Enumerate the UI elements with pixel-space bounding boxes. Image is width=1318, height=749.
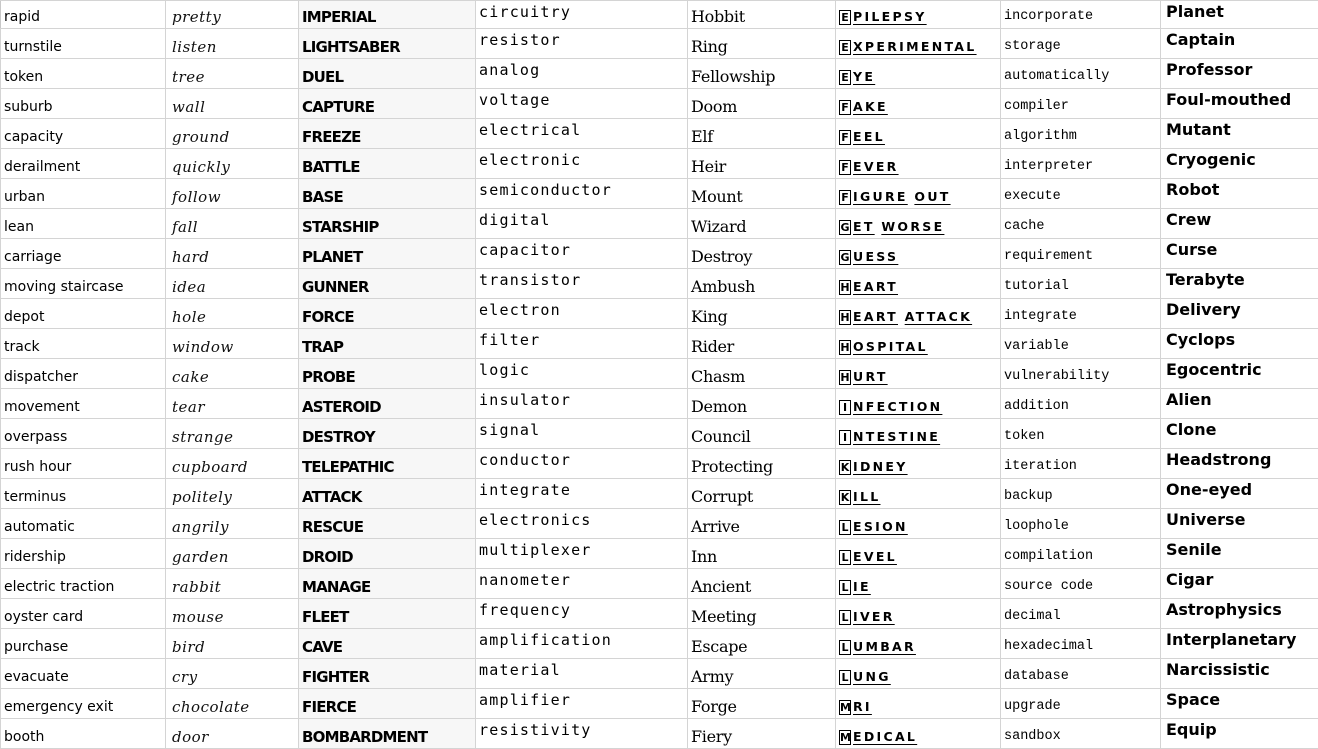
table-row [1,59,1318,89]
cell-programming-word[interactable]: vulnerability [1001,359,1161,389]
cell-medical-word[interactable]: L ESION [836,509,1001,539]
cell-starwars-word[interactable]: ATTACK [299,479,476,509]
cell-medical-word[interactable]: M RI [836,689,1001,719]
cell-handwritten-word[interactable]: fall [166,209,299,239]
cell-fantasy-word[interactable]: King [688,299,836,329]
cell-fantasy-word[interactable]: Ancient [688,569,836,599]
table-row [1,239,1318,269]
table-row [1,389,1318,419]
cell-starwars-word[interactable]: BASE [299,179,476,209]
cell-handwritten-word[interactable]: cake [166,359,299,389]
table-row [1,419,1318,449]
table-row [1,29,1318,59]
cell-electronics-word[interactable]: signal [476,419,688,449]
cell-electronics-word[interactable]: integrate [476,479,688,509]
cell-starwars-word[interactable]: TRAP [299,329,476,359]
cell-electronics-word[interactable]: resistivity [476,719,688,749]
cell-electronics-word[interactable]: nanometer [476,569,688,599]
cell-scifi-word[interactable]: Robot [1161,179,1318,209]
cell-medical-word[interactable]: L UNG [836,659,1001,689]
cell-medical-word[interactable]: F EVER [836,149,1001,179]
cell-handwritten-word[interactable]: tear [166,389,299,419]
cell-transport-word[interactable]: overpass [1,419,166,449]
cell-fantasy-word[interactable]: Elf [688,119,836,149]
cell-starwars-word[interactable]: CAVE [299,629,476,659]
cell-scifi-word[interactable]: Cyclops [1161,329,1318,359]
table-row [1,509,1318,539]
cell-starwars-word[interactable]: ASTEROID [299,389,476,419]
cell-scifi-word[interactable]: Cryogenic [1161,149,1318,179]
cell-scifi-word[interactable]: Egocentric [1161,359,1318,389]
cell-medical-word[interactable]: L EVEL [836,539,1001,569]
cell-programming-word[interactable]: compiler [1001,89,1161,119]
cell-starwars-word[interactable]: FIGHTER [299,659,476,689]
cell-medical-word[interactable]: E XPERIMENTAL [836,29,1001,59]
cell-starwars-word[interactable]: RESCUE [299,509,476,539]
table-row [1,629,1318,659]
cell-electronics-word[interactable]: conductor [476,449,688,479]
cell-electronics-word[interactable]: voltage [476,89,688,119]
cell-transport-word[interactable]: terminus [1,479,166,509]
cell-transport-word[interactable]: ridership [1,539,166,569]
cell-handwritten-word[interactable]: strange [166,419,299,449]
cell-transport-word[interactable]: token [1,59,166,89]
cell-transport-word[interactable]: electric traction [1,569,166,599]
spreadsheet-rows [1,1,1318,749]
cell-scifi-word[interactable]: Mutant [1161,119,1318,149]
cell-electronics-word[interactable]: filter [476,329,688,359]
cell-starwars-word[interactable]: TELEPATHIC [299,449,476,479]
cell-scifi-word[interactable]: Planet [1161,1,1318,29]
cell-programming-word[interactable]: database [1001,659,1161,689]
table-row [1,569,1318,599]
cell-scifi-word[interactable]: One-eyed [1161,479,1318,509]
cell-programming-word[interactable]: source code [1001,569,1161,599]
cell-transport-word[interactable]: oyster card [1,599,166,629]
cell-electronics-word[interactable]: transistor [476,269,688,299]
cell-fantasy-word[interactable]: Doom [688,89,836,119]
cell-medical-word[interactable]: H URT [836,359,1001,389]
cell-programming-word[interactable]: tutorial [1001,269,1161,299]
cell-transport-word[interactable]: emergency exit [1,689,166,719]
cell-fantasy-word[interactable]: Destroy [688,239,836,269]
table-row [1,89,1318,119]
cell-electronics-word[interactable]: analog [476,59,688,89]
cell-medical-word[interactable]: L UMBAR [836,629,1001,659]
cell-medical-word[interactable]: G ET WORSE [836,209,1001,239]
cell-handwritten-word[interactable]: bird [166,629,299,659]
cell-programming-word[interactable]: execute [1001,179,1161,209]
cell-scifi-word[interactable]: Alien [1161,389,1318,419]
table-row [1,329,1318,359]
cell-electronics-word[interactable]: amplification [476,629,688,659]
cell-medical-word[interactable]: G UESS [836,239,1001,269]
cell-scifi-word[interactable]: Foul-mouthed [1161,89,1318,119]
cell-transport-word[interactable]: suburb [1,89,166,119]
cell-programming-word[interactable]: integrate [1001,299,1161,329]
cell-transport-word[interactable]: lean [1,209,166,239]
cell-transport-word[interactable]: carriage [1,239,166,269]
table-row [1,449,1318,479]
table-row [1,209,1318,239]
cell-transport-word[interactable]: rush hour [1,449,166,479]
cell-scifi-word[interactable]: Space [1161,689,1318,719]
cell-programming-word[interactable]: decimal [1001,599,1161,629]
cell-electronics-word[interactable]: electrical [476,119,688,149]
cell-fantasy-word[interactable]: Fellowship [688,59,836,89]
cell-programming-word[interactable]: compilation [1001,539,1161,569]
cell-programming-word[interactable]: loophole [1001,509,1161,539]
cell-electronics-word[interactable]: multiplexer [476,539,688,569]
cell-fantasy-word[interactable]: Escape [688,629,836,659]
cell-scifi-word[interactable]: Captain [1161,29,1318,59]
cell-medical-word[interactable]: F AKE [836,89,1001,119]
cell-transport-word[interactable]: depot [1,299,166,329]
cell-scifi-word[interactable]: Cigar [1161,569,1318,599]
cell-scifi-word[interactable]: Universe [1161,509,1318,539]
table-row [1,479,1318,509]
cell-transport-word[interactable]: booth [1,719,166,749]
cell-transport-word[interactable]: urban [1,179,166,209]
cell-handwritten-word[interactable]: hole [166,299,299,329]
table-row [1,269,1318,299]
cell-electronics-word[interactable]: insulator [476,389,688,419]
cell-fantasy-word[interactable]: Rider [688,329,836,359]
table-row [1,599,1318,629]
cell-scifi-word[interactable]: Headstrong [1161,449,1318,479]
cell-starwars-word[interactable]: MANAGE [299,569,476,599]
cell-handwritten-word[interactable]: pretty [166,1,299,29]
cell-transport-word[interactable]: purchase [1,629,166,659]
cell-fantasy-word[interactable]: Wizard [688,209,836,239]
table-row [1,659,1318,689]
table-row [1,179,1318,209]
table-row [1,539,1318,569]
cell-fantasy-word[interactable]: Demon [688,389,836,419]
cell-scifi-word[interactable]: Equip [1161,719,1318,749]
cell-starwars-word[interactable]: DUEL [299,59,476,89]
cell-scifi-word[interactable]: Clone [1161,419,1318,449]
cell-starwars-word[interactable]: BATTLE [299,149,476,179]
cell-transport-word[interactable]: derailment [1,149,166,179]
table-row [1,359,1318,389]
cell-handwritten-word[interactable]: door [166,719,299,749]
cell-scifi-word[interactable]: Astrophysics [1161,599,1318,629]
cell-scifi-word[interactable]: Delivery [1161,299,1318,329]
table-row [1,299,1318,329]
cell-fantasy-word[interactable]: Corrupt [688,479,836,509]
cell-handwritten-word[interactable]: tree [166,59,299,89]
cell-starwars-word[interactable]: DROID [299,539,476,569]
cell-programming-word[interactable]: storage [1001,29,1161,59]
cell-scifi-word[interactable]: Interplanetary [1161,629,1318,659]
cell-medical-word[interactable]: M EDICAL [836,719,1001,749]
cell-starwars-word[interactable]: DESTROY [299,419,476,449]
cell-fantasy-word[interactable]: Arrive [688,509,836,539]
cell-electronics-word[interactable]: frequency [476,599,688,629]
cell-transport-word[interactable]: capacity [1,119,166,149]
cell-programming-word[interactable]: sandbox [1001,719,1161,749]
cell-handwritten-word[interactable]: ground [166,119,299,149]
cell-programming-word[interactable]: requirement [1001,239,1161,269]
cell-handwritten-word[interactable]: wall [166,89,299,119]
cell-transport-word[interactable]: evacuate [1,659,166,689]
cell-programming-word[interactable]: addition [1001,389,1161,419]
cell-starwars-word[interactable]: PROBE [299,359,476,389]
cell-starwars-word[interactable]: PLANET [299,239,476,269]
cell-transport-word[interactable]: dispatcher [1,359,166,389]
cell-transport-word[interactable]: moving staircase [1,269,166,299]
cell-transport-word[interactable]: track [1,329,166,359]
cell-medical-word[interactable]: K ILL [836,479,1001,509]
cell-scifi-word[interactable]: Senile [1161,539,1318,569]
cell-programming-word[interactable]: automatically [1001,59,1161,89]
cell-handwritten-word[interactable]: rabbit [166,569,299,599]
table-row [1,1,1318,29]
cell-fantasy-word[interactable]: Council [688,419,836,449]
cell-handwritten-word[interactable]: angrily [166,509,299,539]
cell-scifi-word[interactable]: Narcissistic [1161,659,1318,689]
cell-electronics-word[interactable]: resistor [476,29,688,59]
cell-programming-word[interactable]: interpreter [1001,149,1161,179]
cell-electronics-word[interactable]: electronic [476,149,688,179]
cell-electronics-word[interactable]: digital [476,209,688,239]
cell-electronics-word[interactable]: electron [476,299,688,329]
cell-fantasy-word[interactable]: Mount [688,179,836,209]
table-row [1,719,1318,749]
cell-programming-word[interactable]: token [1001,419,1161,449]
cell-starwars-word[interactable]: GUNNER [299,269,476,299]
cell-medical-word[interactable]: L IE [836,569,1001,599]
cell-handwritten-word[interactable]: follow [166,179,299,209]
cell-programming-word[interactable]: cache [1001,209,1161,239]
cell-fantasy-word[interactable]: Ring [688,29,836,59]
cell-medical-word[interactable]: H EART ATTACK [836,299,1001,329]
cell-medical-word[interactable]: H OSPITAL [836,329,1001,359]
cell-starwars-word[interactable]: FREEZE [299,119,476,149]
cell-medical-word[interactable]: H EART [836,269,1001,299]
cell-electronics-word[interactable]: circuitry [476,1,688,29]
cell-fantasy-word[interactable]: Inn [688,539,836,569]
table-row [1,119,1318,149]
cell-electronics-word[interactable]: amplifier [476,689,688,719]
cell-starwars-word[interactable]: IMPERIAL [299,1,476,29]
cell-starwars-word[interactable]: BOMBARDMENT [299,719,476,749]
cell-programming-word[interactable]: hexadecimal [1001,629,1161,659]
cell-handwritten-word[interactable]: mouse [166,599,299,629]
cell-fantasy-word[interactable]: Meeting [688,599,836,629]
cell-electronics-word[interactable]: electronics [476,509,688,539]
cell-starwars-word[interactable]: FIERCE [299,689,476,719]
cell-starwars-word[interactable]: LIGHTSABER [299,29,476,59]
cell-handwritten-word[interactable]: cry [166,659,299,689]
cell-medical-word[interactable]: I NFECTION [836,389,1001,419]
cell-fantasy-word[interactable]: Army [688,659,836,689]
cell-transport-word[interactable]: automatic [1,509,166,539]
cell-handwritten-word[interactable]: idea [166,269,299,299]
cell-medical-word[interactable]: F EEL [836,119,1001,149]
cell-scifi-word[interactable]: Curse [1161,239,1318,269]
cell-starwars-word[interactable]: STARSHIP [299,209,476,239]
cell-fantasy-word[interactable]: Heir [688,149,836,179]
cell-programming-word[interactable]: backup [1001,479,1161,509]
cell-handwritten-word[interactable]: cupboard [166,449,299,479]
cell-transport-word[interactable]: movement [1,389,166,419]
cell-electronics-word[interactable]: semiconductor [476,179,688,209]
cell-medical-word[interactable]: K IDNEY [836,449,1001,479]
cell-fantasy-word[interactable]: Forge [688,689,836,719]
cell-handwritten-word[interactable]: garden [166,539,299,569]
cell-handwritten-word[interactable]: chocolate [166,689,299,719]
cell-medical-word[interactable]: E YE [836,59,1001,89]
cell-transport-word[interactable]: rapid [1,1,166,29]
cell-programming-word[interactable]: algorithm [1001,119,1161,149]
cell-programming-word[interactable]: incorporate [1001,1,1161,29]
cell-scifi-word[interactable]: Terabyte [1161,269,1318,299]
cell-handwritten-word[interactable]: listen [166,29,299,59]
cell-handwritten-word[interactable]: quickly [166,149,299,179]
cell-medical-word[interactable]: E PILEPSY [836,1,1001,29]
cell-scifi-word[interactable]: Crew [1161,209,1318,239]
cell-programming-word[interactable]: iteration [1001,449,1161,479]
cell-electronics-word[interactable]: capacitor [476,239,688,269]
cell-programming-word[interactable]: variable [1001,329,1161,359]
cell-handwritten-word[interactable]: hard [166,239,299,269]
cell-handwritten-word[interactable]: window [166,329,299,359]
table-row [1,689,1318,719]
cell-medical-word[interactable]: L IVER [836,599,1001,629]
cell-handwritten-word[interactable]: politely [166,479,299,509]
cell-medical-word[interactable]: I NTESTINE [836,419,1001,449]
cell-medical-word[interactable]: F IGURE OUT [836,179,1001,209]
cell-fantasy-word[interactable]: Fiery [688,719,836,749]
cell-starwars-word[interactable]: FLEET [299,599,476,629]
cell-fantasy-word[interactable]: Protecting [688,449,836,479]
cell-starwars-word[interactable]: FORCE [299,299,476,329]
cell-starwars-word[interactable]: CAPTURE [299,89,476,119]
cell-electronics-word[interactable]: material [476,659,688,689]
table-row [1,149,1318,179]
cell-scifi-word[interactable]: Professor [1161,59,1318,89]
cell-fantasy-word[interactable]: Chasm [688,359,836,389]
cell-fantasy-word[interactable]: Ambush [688,269,836,299]
cell-programming-word[interactable]: upgrade [1001,689,1161,719]
cell-transport-word[interactable]: turnstile [1,29,166,59]
cell-electronics-word[interactable]: logic [476,359,688,389]
cell-fantasy-word[interactable]: Hobbit [688,1,836,29]
